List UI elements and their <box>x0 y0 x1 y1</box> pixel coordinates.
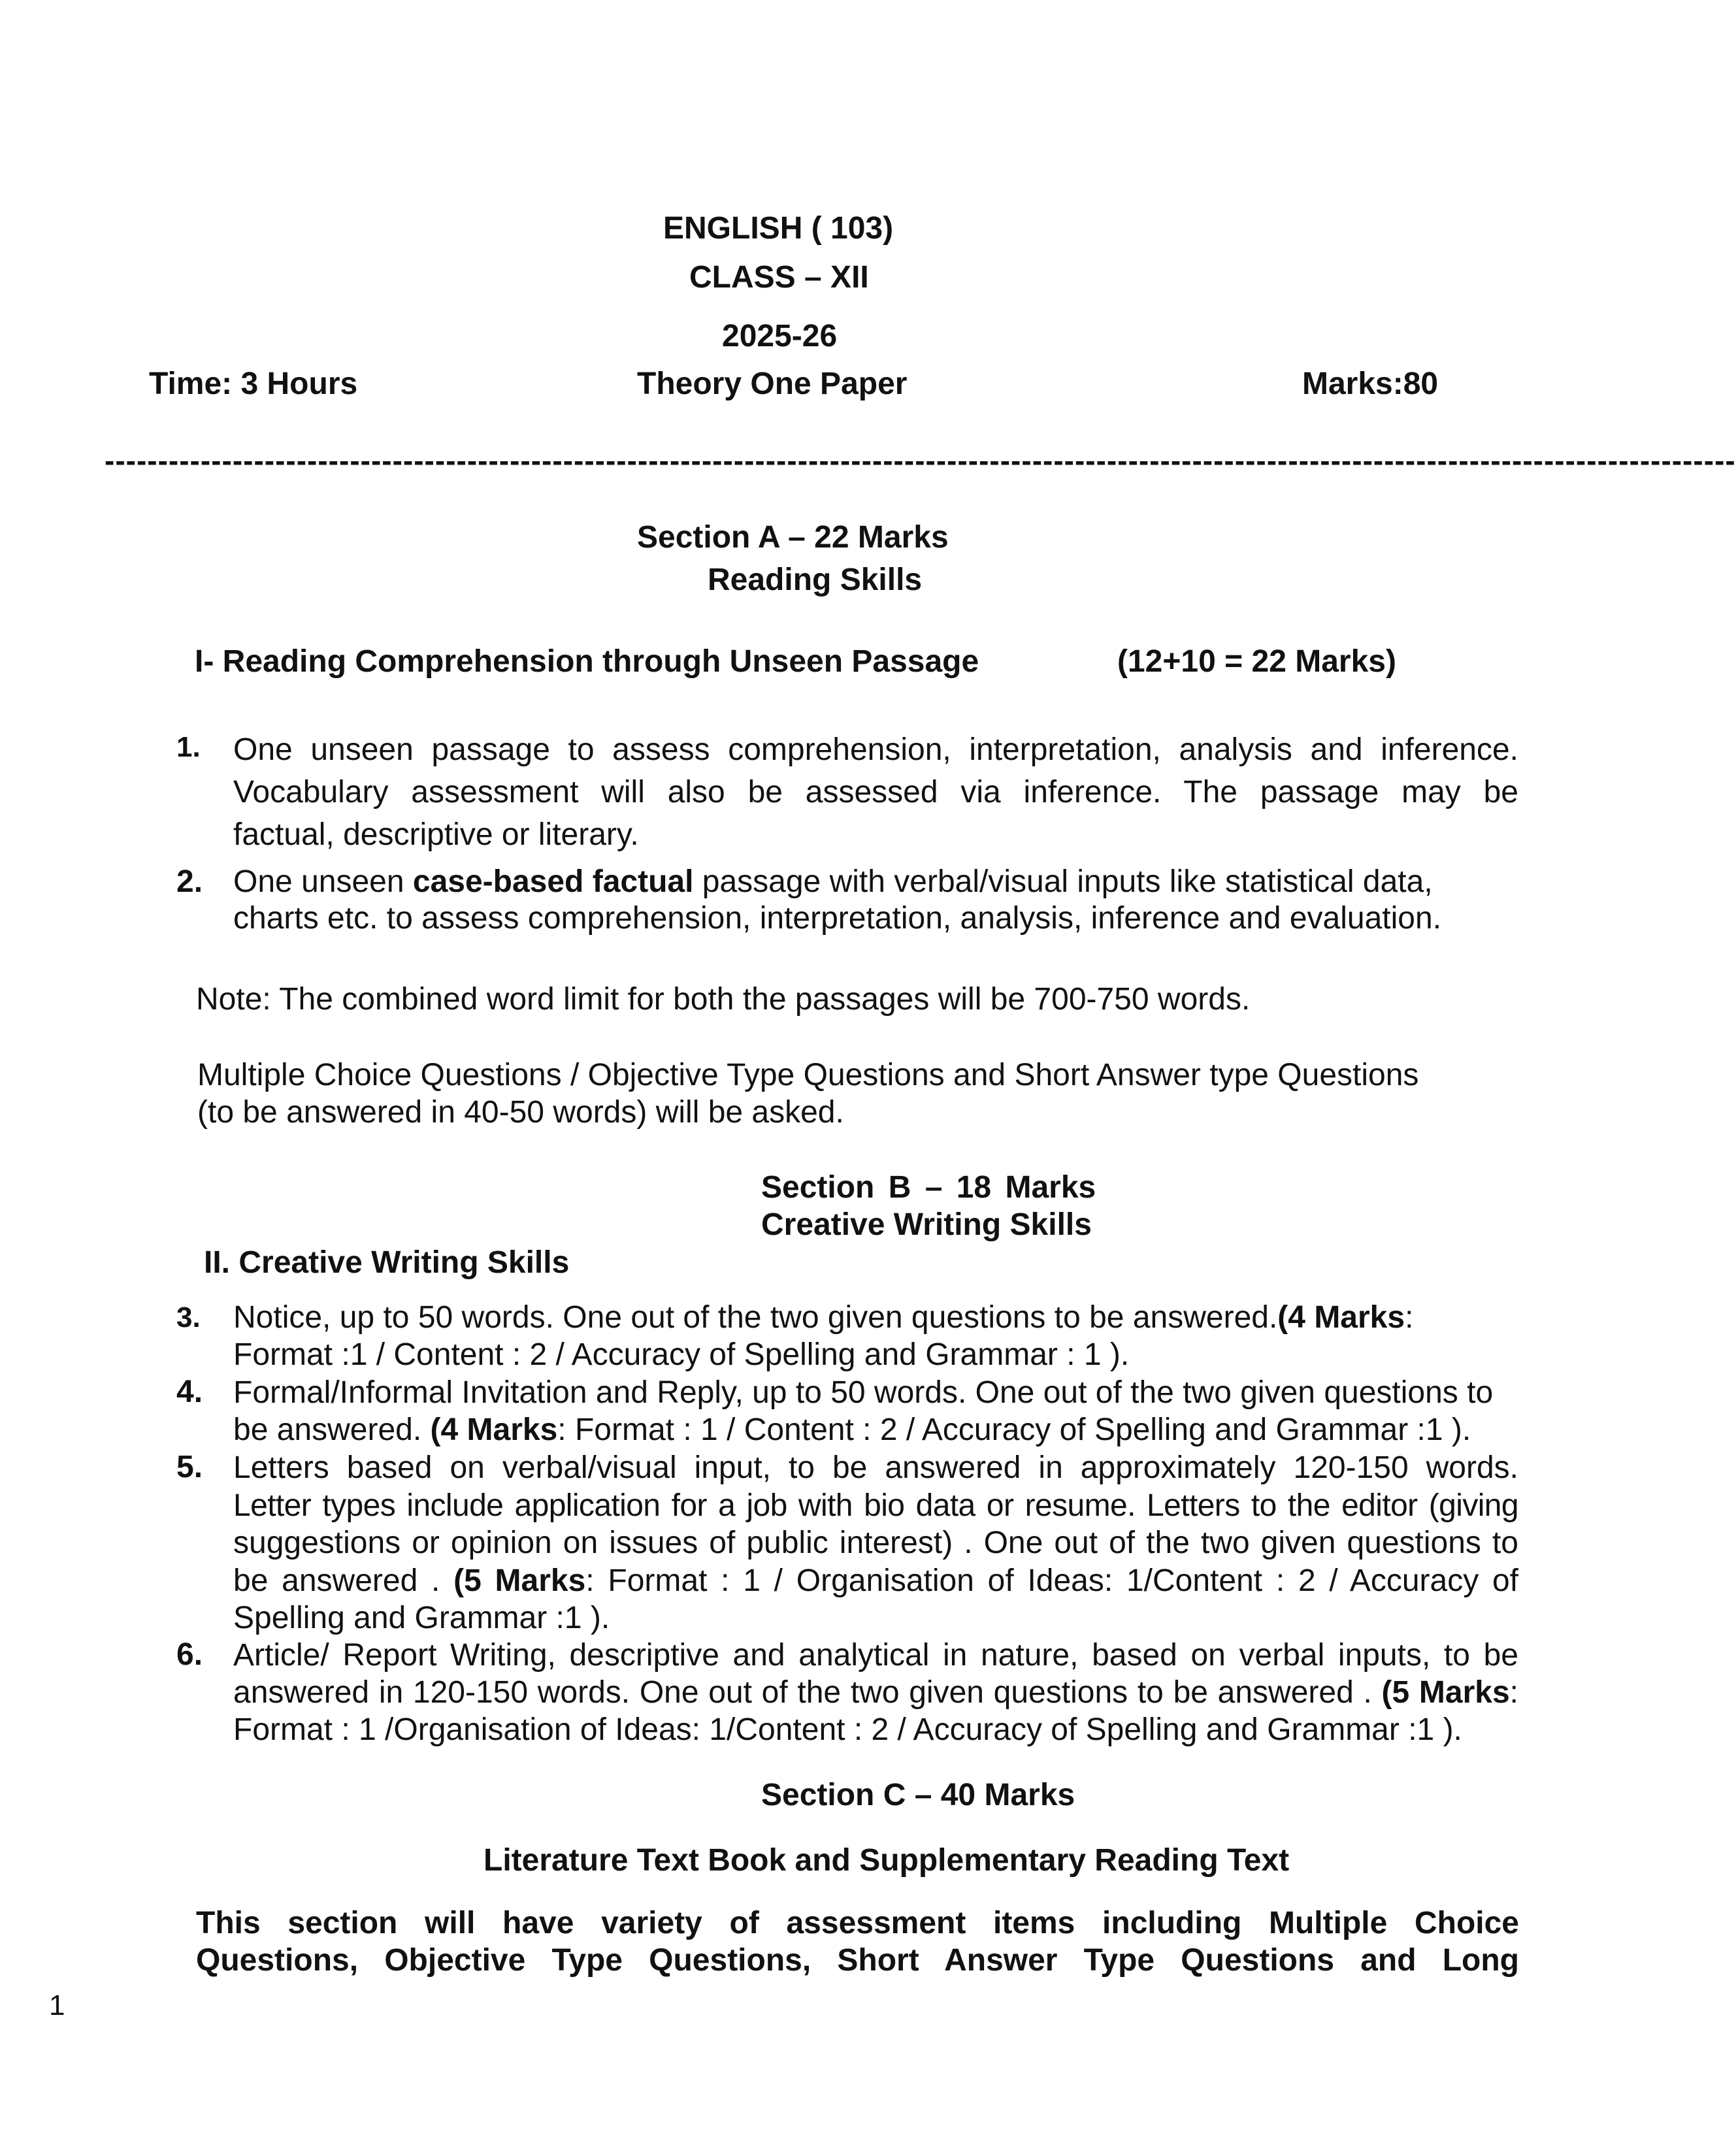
item-number: 3. <box>176 1301 201 1333</box>
page-number: 1 <box>49 1989 65 2021</box>
list-item <box>176 1299 1519 1374</box>
item-text-line: Vocabulary assessment will also be assessed via inference. The passage may be <box>233 775 1518 809</box>
text-run: be answered . <box>233 1563 454 1598</box>
text-run: : <box>1405 1300 1414 1335</box>
item-number: 4. <box>176 1375 203 1409</box>
item-text-line <box>233 1411 1518 1448</box>
time-label: Time: 3 Hours <box>149 367 358 401</box>
item-text-line: Format :1 / Content : 2 / Accuracy of Spelling and Grammar : 1 ). <box>233 1337 1130 1372</box>
item-text-line: Format : 1 /Organisation of Ideas: 1/Content : 2 / Accuracy of Spelling and Grammar :1 ). <box>233 1712 1462 1747</box>
item-number: 2. <box>176 864 203 899</box>
list-item <box>176 1374 1519 1449</box>
section-b-subtitle: Creative Writing Skills <box>761 1207 1092 1242</box>
paragraph-line: This section will have variety of assessment items including Multiple Choice <box>196 1906 1519 1940</box>
bold-run: (4 Marks <box>1277 1300 1405 1335</box>
paragraph-line: Questions, Objective Type Questions, Short Answer Type Questions and Long <box>196 1943 1519 1978</box>
item-number: 6. <box>176 1637 203 1672</box>
item-text-line: Letters based on verbal/visual input, to be answered in approximately 120-150 words. <box>233 1450 1518 1485</box>
section-a-heading: I- Reading Comprehension through Unseen Passage <box>195 644 979 679</box>
item-number: 5. <box>176 1450 203 1484</box>
session-title: 2025-26 <box>722 319 838 353</box>
bold-run: (5 Marks <box>453 1563 586 1598</box>
list-item <box>176 1449 1519 1639</box>
bold-run: (5 Marks <box>1381 1675 1510 1710</box>
section-a-title: Section A – 22 Marks <box>637 520 949 555</box>
text-run: be answered. <box>233 1413 431 1447</box>
item-text-line <box>233 864 1518 900</box>
item-text-line: One unseen passage to assess comprehension, interpretation, analysis and inference. <box>233 732 1518 767</box>
paragraph-line: (to be answered in 40-50 words) will be asked. <box>197 1095 844 1130</box>
item-text-line <box>233 1562 1518 1600</box>
item-text-line: Spelling and Grammar :1 ). <box>233 1601 610 1635</box>
item-text-line: Formal/Informal Invitation and Reply, up to 50 words. One out of the two given questions to <box>233 1375 1494 1410</box>
item-text-line: charts etc. to assess comprehension, interpretation, analysis, inference and evaluation. <box>233 901 1442 936</box>
section-a-heading-marks: (12+10 = 22 Marks) <box>1117 644 1396 679</box>
text-run: : Format : 1 / Content : 2 / Accuracy of Spelling and Grammar :1 ). <box>557 1413 1471 1447</box>
marks-label: Marks:80 <box>1302 367 1439 401</box>
bold-run: (4 Marks <box>430 1413 558 1447</box>
text-run: : Format : 1 / Organisation of Ideas: 1/Content : 2 / Accuracy of <box>585 1563 1519 1598</box>
item-number: 1. <box>176 731 201 763</box>
bold-run: case-based factual <box>412 864 694 899</box>
item-text-line: suggestions or opinion on issues of public interest) . One out of the two given questions to <box>233 1526 1518 1560</box>
section-a-subtitle: Reading Skills <box>708 563 923 597</box>
item-text-line <box>233 1299 1518 1336</box>
section-b-heading: II. Creative Writing Skills <box>204 1245 570 1280</box>
item-text-line <box>233 1674 1518 1711</box>
paper-label: Theory One Paper <box>637 367 908 401</box>
text-run: Notice, up to 50 words. One out of the two given questions to be answered. <box>233 1300 1278 1335</box>
item-text-line: factual, descriptive or literary. <box>233 817 639 852</box>
text-run: One unseen <box>233 864 413 899</box>
section-c-title: Section C – 40 Marks <box>761 1778 1075 1812</box>
paragraph-line: Multiple Choice Questions / Objective Type Questions and Short Answer type Questions <box>197 1058 1419 1092</box>
text-run: answered in 120-150 words. One out of the two given questions to be answered . <box>233 1675 1382 1710</box>
section-b-title: Section B – 18 Marks <box>761 1170 1096 1205</box>
item-text-line: Letter types include application for a job with bio data or resume. Letters to the editor (giving <box>233 1488 1518 1523</box>
mcq-paragraph <box>197 1056 1418 1131</box>
section-c-paragraph <box>196 1904 1519 1979</box>
text-run: passage with verbal/visual inputs like statistical data, <box>693 864 1433 899</box>
class-title: CLASS – XII <box>689 260 869 295</box>
section-c-subtitle: Literature Text Book and Supplementary Reading Text <box>483 1843 1290 1878</box>
item-text-line: Article/ Report Writing, descriptive and analytical in nature, based on verbal inputs, to be <box>233 1638 1518 1673</box>
list-item <box>176 864 1519 949</box>
list-item <box>176 728 1519 859</box>
text-run: : <box>1509 1675 1519 1710</box>
dashed-divider: --------------------------------------------------------------------------------------------------------------------------------------------------------- <box>105 444 1736 478</box>
note-text: Note: The combined word limit for both the passages will be 700-750 words. <box>196 982 1251 1017</box>
list-item <box>176 1637 1519 1751</box>
subject-title: ENGLISH ( 103) <box>663 211 894 246</box>
